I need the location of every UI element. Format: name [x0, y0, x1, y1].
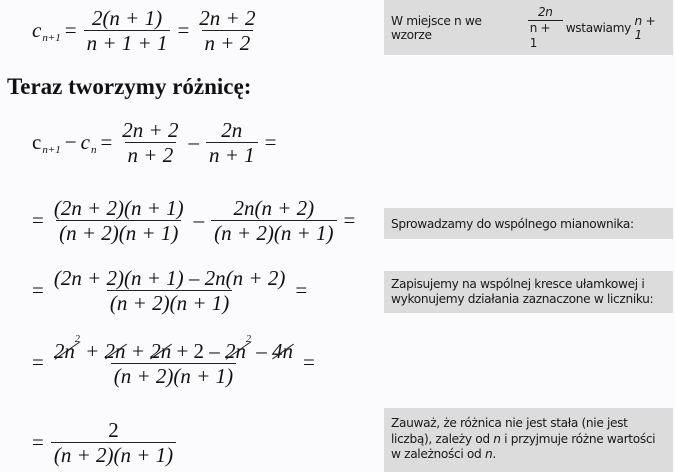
equation-common-denominator: [28, 196, 359, 245]
equals-sign: =: [264, 130, 277, 154]
denominator: (n + 2)(n + 1): [111, 363, 236, 388]
fraction: [84, 6, 171, 55]
subscript: n: [90, 143, 97, 156]
fraction: [51, 418, 176, 467]
variable-c: c: [80, 130, 90, 154]
plus-sign: +: [130, 339, 145, 363]
numerator: 2n + 2: [199, 6, 256, 30]
denominator: (n + 2)(n + 1): [107, 290, 232, 315]
minus-sign: −: [64, 130, 77, 154]
equals-sign: =: [32, 208, 44, 232]
note-common-denominator: [384, 208, 673, 239]
subscript: n+1: [42, 143, 61, 156]
denominator: (n + 2)(n + 1): [51, 442, 176, 467]
denominator: n + 1 + 1: [84, 30, 171, 55]
denominator: n + 2: [202, 30, 254, 55]
equals-sign: =: [177, 18, 190, 42]
fraction: [119, 118, 181, 167]
numerator: 2(n + 1): [91, 6, 163, 30]
numerator: 2n: [537, 4, 553, 19]
numerator: [51, 336, 296, 363]
numerator: 2n(n + 2): [233, 196, 315, 220]
plus-sign: +: [85, 339, 100, 363]
denominator: (n + 2)(n + 1): [56, 220, 181, 245]
minus-sign: –: [188, 130, 199, 154]
note-italic: n + 1: [634, 13, 656, 42]
note-text: W miejsce n we wzorze: [391, 13, 482, 42]
variable-c: c: [32, 18, 42, 42]
equals-sign: =: [100, 130, 113, 154]
note-single-fraction: [384, 271, 673, 313]
note-substitution: [384, 0, 673, 55]
equals-sign: =: [32, 430, 44, 454]
cancelled-term: $2n^2$: [53, 334, 80, 363]
cancelled-term: 2n: [150, 339, 172, 363]
note-fraction: [528, 5, 563, 51]
variable-c: c: [32, 130, 42, 154]
numerator: (2n + 2)(n + 1) – 2n(n + 2): [53, 266, 286, 290]
equation-result: [28, 418, 179, 467]
fraction: [51, 336, 296, 388]
equation-single-fraction: [28, 266, 311, 315]
note-text: Zapisujemy na wspólnej kresce ułamkowej i wykonujemy działania zaznaczone w liczniku:: [391, 277, 654, 306]
fraction: [51, 266, 288, 315]
equation-difference: [32, 118, 280, 167]
cancelled-term: $2n^2$: [225, 334, 252, 363]
denominator: (n + 2)(n + 1): [211, 220, 336, 245]
note-text: Zauważ, że różnica nie jest stała (nie jest liczbą), zależy od: [391, 416, 628, 446]
section-heading: Teraz tworzymy różnicę:: [7, 74, 252, 99]
minus-sign: –: [193, 208, 205, 232]
fraction: [206, 118, 258, 167]
note-italic: n: [484, 447, 493, 461]
numerator: 2n: [221, 118, 243, 142]
equation-c-n-plus-1: [32, 6, 261, 55]
subscript: n+1: [42, 31, 61, 44]
numerator: 2: [108, 418, 119, 442]
numerator: 2n + 2: [122, 118, 179, 142]
equals-sign: =: [343, 208, 356, 232]
note-text: .: [492, 447, 496, 461]
note-italic: n: [493, 431, 501, 446]
cancelled-term: 2n: [104, 339, 126, 363]
fraction: [211, 196, 336, 245]
note-text: Sprowadzamy do wspólnego mianownika:: [391, 216, 634, 231]
fraction: [51, 196, 187, 245]
equals-sign: =: [32, 349, 44, 374]
numerator: (2n + 2)(n + 1): [53, 196, 184, 220]
denominator: n + 2: [125, 142, 177, 167]
equation-expanded: [28, 336, 319, 388]
constant-term: + 2 –: [176, 339, 220, 363]
minus-sign: –: [256, 339, 267, 363]
denominator: n + 1: [206, 142, 258, 167]
equals-sign: =: [303, 349, 315, 374]
cancelled-term: 4n: [272, 339, 294, 363]
note-conclusion: [384, 408, 673, 472]
denominator: n + 1: [528, 20, 563, 51]
equals-sign: =: [64, 18, 77, 42]
note-text: wstawiamy: [565, 20, 632, 35]
note-text: i przyjmuje różne wartości w zależności od: [391, 431, 656, 461]
equals-sign: =: [295, 278, 308, 302]
equals-sign: =: [32, 278, 44, 302]
fraction: [196, 6, 258, 55]
